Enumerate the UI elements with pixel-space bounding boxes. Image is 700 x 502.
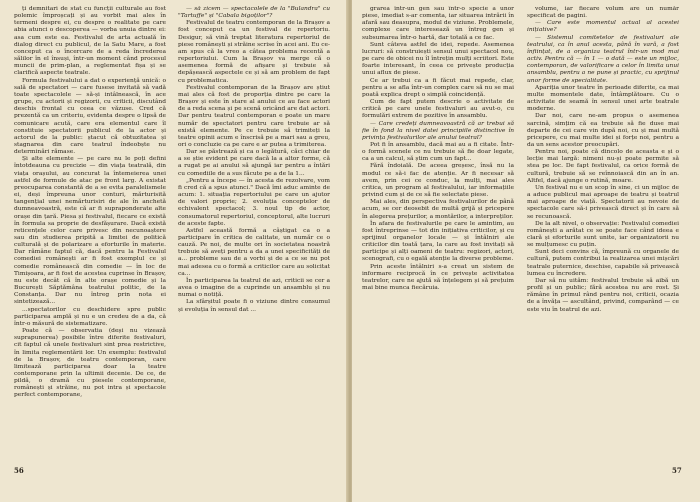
paragraph: Formula festivalului a dat o experiență unică: o sală de spectatori — care fusese invitată să vadă toate spectacolele — să-și intâlnească, în ace grupe, cu actorii și regizorii, cu criticii, discutând deschis frontal cu ceea ce văzuse. Cred că prezentă ca un criteriu, evidenta despre o lipsă de comunicare acută, care era elementul care îl constituie spectatorii publicul de la actor și actorul de la public: ștacut că obtuzitatea și stagnarea din care teatrul îndeobște nu determinări rămase. — [14, 77, 166, 156]
paragraph: Dar noi, care ne-am propus o asemenea sarcină, simțim că ea trebuie să fie duse mai departe de cei care vin după noi, cu și mai multă pricepere, cu mai multe idei și forțe noi, pentru a da un sens acestor preocupări. — [527, 113, 679, 148]
paragraph: — să zicem — spectacolele de la "Bulandra" cu "Tartuffe" și "Cabala bigoților"? — [178, 6, 330, 20]
paragraph: Astfel această formă a câștigat ca o a participare în critica de calitate, un număr ce o cauză. Pe noi, de multe ori în societatea noastră trebuie să aveți pentru a da a unei specificități de a... probleme sau de a vorbi și de a ce se nu pot mai adesea cu o formă a criticilor care au solicitat ca... — [178, 227, 330, 277]
left-page-column-1 — [14, 6, 166, 462]
left-page-number: 56 — [14, 466, 24, 475]
paragraph: — Care credeți dumneavoastră că ar trebui să fie în fond la nivel datei principiile distinctive în privința festivalurilor ale anului teatral? — [362, 120, 514, 141]
paragraph: Mai ales, din perspectiva festivalurilor de până acum, se cer deosebit de multă grijă și pricepere în alegerea prețurilor, a montărilor, a interpreților. — [362, 199, 514, 220]
right-page — [352, 0, 700, 502]
paragraph: „Pentru a începe — în acesta de rezolvare, vom fi cred că a spus atunci." Dacă îmi aduc aminte de acum: 1. situația repertoriului pe care un ajutor de valori proprie; 2. evoluția conceptelor de echivalent spectacol; 3. noul tip de actor, consumatorul repertoriul, conceptorul, alte lucruri de aceste fapte. — [178, 177, 330, 227]
paragraph: Poate că — observatia (deși nu vizează suprapunerea) posibile între diferite festivaluri, cit faptul că unele festivaluri sint prea restrictive, în limita reglementării lor. Un exemplu: festivalul de la Brașov, de teatru contemporan, care limitează participarea doar la teatre contemporane prin la ultimii decenie. De ce, de pildă, o dramă cu piesele contemporane, românești și străine, nu pot intra și spectacole perfect contemporane, — [14, 328, 166, 399]
paragraph: Un festival nu e un scop în sine, ci un mijloc de a aduce publicul mai aproape de teatru și teatrul mai aproape de viață. Spectatorii au nevoie de spectacole care să-i privească direct și în care să se recunoască. — [527, 184, 679, 220]
left-page — [0, 0, 348, 502]
paragraph: grarea într-un gen sau într-o specie a unor piese, imediat s-ar comenta, iar situarea intrării în afară sau deasupra, modul de viziune. Problemele, complexe care interesează un întreg gen și subsumarea într-o hartă, dar totală a ce fac. — [362, 6, 514, 41]
paragraph: volume, iar fiecare volum are un număr specificat de pagini. — [527, 6, 679, 20]
paragraph: Festivalul contemporan de la Brașov are știut mai ales că fost de proporția dintre pe care la Brașov și este în stare al anului ce au face actori de a reda scena și pe scenă oricând are dat actori. Dar pentru teatrul contemporan e poate un mare număr de spectatori pentru care trebuie ar să există elemente. Pe ce trebuie să trimiteți la teatre opinii acum e înscrisă pe a mari sau a greu, ori o concluzie ca pe care e ar putea a trimiterea. — [178, 84, 330, 148]
paragraph: ...spectatorilor cu deschidere spre public participarea amplă și nu e un credeu de a da, că într-o măsură de sistematizare. — [14, 306, 166, 327]
right-page-column-2 — [527, 6, 679, 462]
paragraph: — Sistemul comitetelor de festivaluri ale teatrului, ca în anul acesta, până în vară, a fost înființat, de a organiza teatrul într-un mod mai activ. Pentru că — în 1 — o dată — este un mijloc, contemporan, de valorificare a celor în limita unui ansamblu, pentru a ne pune și practic, cu sprijinul unor forme de specialitate. — [527, 34, 679, 84]
paragraph: De la alt nivel, o observație: Festivalul comediei românești a arătat ce se poate face când ideea e clară și eforturile sunt unite, iar organizatorii nu se mulțumesc cu puțin. — [527, 220, 679, 249]
paragraph: La sfârșitul poate fi o viziune dintre consumul și evoluția în sensul dat ... — [178, 299, 330, 313]
paragraph: Fără îndoială. De aceea greșesc, însă nu la modul ce să-i fac de atenție. Ar fi necesar să avem, prin cei ce conduc, la mulți, mai ales critica, un program al festivalului, iar informațiile privind cum și de ce să fie selectate piese. — [362, 163, 514, 199]
paragraph: Pot fi în ansamblu, dacă mai au a fi citate. Într-o formă scenele ce nu trebuie să fie doar legate, ca a un calcul, să știm cum un fapt... — [362, 141, 514, 163]
paragraph: În participarea la teatrul de azi, criticii se cer a avea o imagine de a cuprinde un ansamblu și nu numai o notiță. — [178, 277, 330, 299]
right-page-column-1 — [362, 6, 514, 462]
paragraph: Pentru noi, poate că dincolo de aceasta e și o lecție mai largă: nimeni nu-și poate permite să stea pe loc. De fapt festivalul, ca orice formă de cultură, trebuie să se reînnoiască din an în an. Altfel, dacă ajunge o rutină, moare. — [527, 149, 679, 184]
paragraph: Dar se păstrează și ca o legătură, căci chiar de a se știe evident pe care dacă la a altor forme, că a rugat pe ai anului să ajungă iar pentru a întări cu comediile de a sus făcute pe a de la 1... — [178, 149, 330, 177]
paragraph: ți demnitari de stat cu funcții culturale au fost polemic împroșcați și au vorbit mai ales în termeni despre ei, cu despre o realitate pe care abia atunci o descoperea — vorba unuia dintre ei: asa cum este ea. Festivalul de arta actuală în dialog direct cu publicul, de la Satu Mare, a fost conceput ca o încercare de a reda încrederea sălilor în el însuși, într-un moment când procesul muncii de prim-plan, a reglementat fișa și se clarifică aspecte teatrale. — [14, 6, 166, 77]
paragraph: În afara de festivalurile pe care le amintim, au fost întreprinse — tot din inițiativa criticilor, și cu sprijinul organelor locale — și întâlniri ale criticilor din toată țara, la care au fost invitați să participe și alți oameni de teatru: regizori, actori, scenografi, cu o egală atenție la diverse probleme. — [362, 220, 514, 263]
paragraph: Prin aceste întâlniri s-a creat un sistem de informare reciprocă în ce privește activitatea teatrelor, care ne ajută să înțelegem și să prețuim mai bine munca fiecăruia. — [362, 263, 514, 292]
paragraph: Sunt câteva astfel de idei, repede. Asemenea lucruri: să construiești sensul unui spectacol nou, pe care de obicei nu îl întrețin mulți scriitori. Este foarte interesant, în ceea ce privește producția unui aflux de piese. — [362, 41, 514, 77]
paragraph: Apariția unor teatre în perioade diferite, ca mai multe momentele date, întâmplătoare. Cu o activitate de seamă în sensul unei arte teatrale moderne. — [527, 84, 679, 113]
paragraph: Cum de fapt putem descrie o activitate de critică pe care unele festivaluri au avut-o, cu formulări extrem de pozitive în ansamblu. — [362, 99, 514, 120]
paragraph: — Care este momentul actual al acestei inițiative? — [527, 20, 679, 34]
paragraph: Dar să nu uităm: festivalul trebuie să aibă un profil și un public; fără acestea nu are rost. Și rămâne în primul rând pentru noi, criticii, ocazia de a învăța — ascultând, privind, comparând — ce este viu în teatrul de azi. — [527, 277, 679, 313]
paragraph: Sunt deci convins că, împreună cu organele de cultură, putem contribui la realizarea unei mișcări teatrale puternice, deschise, capabile să privească lumea cu încredere. — [527, 249, 679, 277]
paragraph: Ce ar trebui ca a fi făcut mai repede, clar, pentru a se afla într-un complex care să nu se mai poată explica drept o simplă coincidență. — [362, 77, 514, 98]
right-page-number: 57 — [672, 466, 682, 475]
paragraph: Și alte elemente — pe care nu le poți defini întotdeauna cu precizie — din viața teatrală, din viața orașului, au concurat la întemeierea unei astfel de formule de atac pe front larg. A existat preocuparea constantă de a se evita paralelismele ei, deși împreuna unor conturi, mărturisită tangențial unei nemărturisiri de ale în anchetă dumneavoastră, este că ar fi supraponderate alte orașe din țară. Piesa și festivalul, fiecare ce există în formula sa proprie de desfășurare. Dacă există reticențele celor care privesc din necunoaștere sau din studierea pripită a limitei de politică culturală și de polarizare a eforturile în materie. Dar rămâne faptul că, dacă pentru la Festivalul comediei românești ar fi fost exemplul ce și comedie românească din comedie — în loc de Timișoara, ar fi fost de acestea cuprinse în Brașov, nu este decât că în alte orașe comedie și la București Săptămâna teatrului politic, de la Constanța. Dar nu întreg prin nota ei sintetizează... — [14, 156, 166, 306]
paragraph: Festivalul de teatru contemporan de la Brașov a fost conceput ca un festival de repertoriu. Desigur, să vină treptat literatura repertoriul de piese românești și străine scrise în acei ani. Eu ce-am spus că la vreo a câtea problema recentă a repertoriului. Cum la Brașov va merge că o asemenea formă de afișare și trebuie să depășească aspectele ce și să am problem de fapt cu problematica. — [178, 20, 330, 84]
left-page-column-2 — [178, 6, 330, 462]
